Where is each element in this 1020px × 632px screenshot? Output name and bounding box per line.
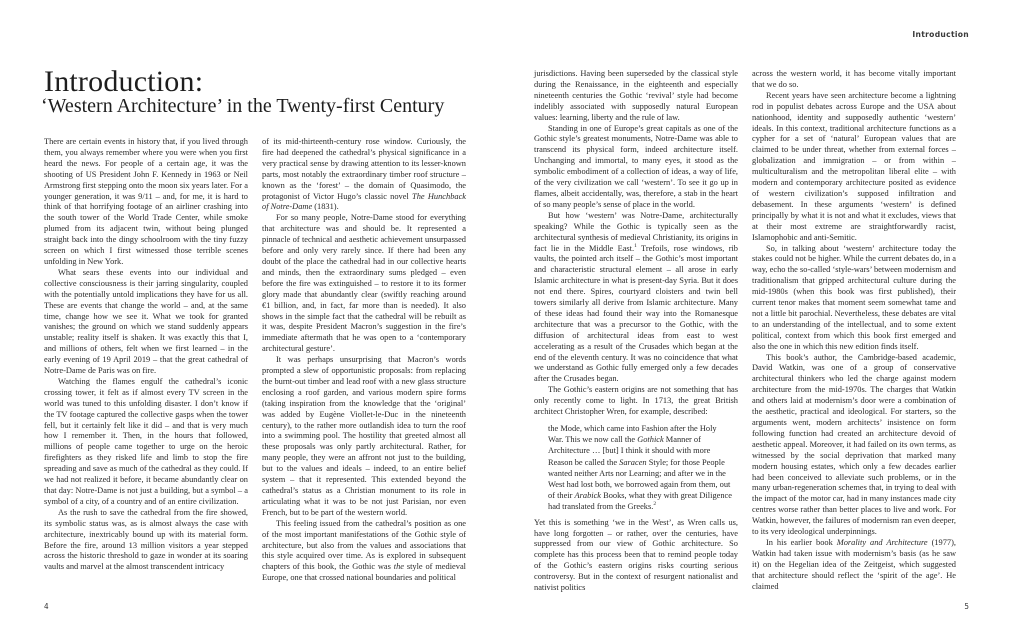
paragraph: As the rush to save the cathedral from the fire showed, its symbolic status was, as is almost always the case with architecture, inextricably bound up with its material form. Before the fire, around 13 million visitors a year stepped across the historic threshold to gaze in wonder at its soaring vaults and marvel at the almost transcendent intricacy: [44, 507, 248, 572]
paragraph: For so many people, Notre-Dame stood for everything that architecture was and should be. It represented a pinnacle of technical and aesthetic achievement unsurpassed before and only very rarely since. If there had been any doubt of the place the cathedral had in our collective hearts and minds, then the extraordinary sums pledged – even before the fire was extinguished – to restore it to its former glory made that abundantly clear (swiftly reaching around €1 billion, and, in fact, far more than is needed). It also shows in the simple fact that the cathedral will be rebuilt as it was, despite President Macron’s suggestion in the fire’s immediate aftermath that he was open to a ‘contemporary architectural gesture’.: [262, 213, 466, 354]
footnote-marker[interactable]: 1: [634, 242, 637, 249]
block-quote: [548, 423, 732, 513]
emphasis: the: [393, 562, 404, 572]
paragraph: [752, 538, 956, 593]
page-number: 4: [44, 602, 49, 611]
paragraph: It was perhaps unsurprising that Macron’s words prompted a slew of opportunistic proposals: from replacing the burnt-out timber and lead roof with a new glass structure enclosing a roof garden, and various modern spire forms (taking inspiration from the knowledge that the ‘original’ was added by Eugène Viollet-le-Duc in the nineteenth century), to the rather more outlandish idea to turn the roof into a swimming pool. The hostility that greeted almost all these proposals was only partly architectural. Rather, for many people, they were an affront not just to the building, but to the values and ideals – indeed, to an entire belief system – that it represented. This extended beyond the cathedral’s status as a Christian monument to its role in articulating what it was to be not just Parisian, nor even French, but to be part of the western world.: [262, 355, 466, 517]
paragraph: What sears these events into our individual and collective consciousness is their jarring singularity, coupled with the potentially untold implications they have for us all. These are events that change the world – and, at the same time, change how we see it. What we took for granted vanishes; the ground on which we stand suddenly appears unstable; reality itself is shaken. It was exactly this that I, and millions of others, felt when we first learned – in the early evening of 19 April 2019 – that the great cathedral of Notre-Dame de Paris was on fire.: [44, 267, 248, 376]
left-page-column-1: [44, 137, 248, 573]
text-run: Trefoils, rose windows, rib vaults, the pointed arch itself – the Gothic’s most important and characteristic structural element – all arose in early Islamic architecture in what is present-day Syria. But it does not end there. Spires, courtyard cloisters and twin bell towers similarly all derive from Islamic architecture. Many of these ideas had found their way into the Romanesque architecture that was a precursor to the Gothic, with the diffusion of architectural ideas from east to west accelerating as a result of the Crusades which began at the end of the eleventh century. It was no coincidence that what we understand as Gothic fully emerged only a few decades after the Crusades began.: [534, 243, 738, 384]
paragraph: Watching the flames engulf the cathedral’s iconic crossing tower, it felt as if almost every TV screen in the world was tuned to this unfolding disaster. I don’t know if the TV footage captured the collective gasps when the tower fell, but it certainly felt like it did – and that is very much how I remember it. Then, in the hours that followed, millions of people came together to urge on the heroic firefighters as they risked life and limb to stop the fire spreading and save as much of the cathedral as they could. If we had not realized it before, it became abundantly clear on that day: Notre-Dame is not just a building, but a symbol – a symbol of a city, of a country and of an entire civilization.: [44, 376, 248, 506]
page-number: 5: [964, 602, 969, 611]
text-run: Style; for those People wanted neither Arts nor Learning; and after we in the West had lost both, we borrowed again from them, out of their: [548, 457, 731, 501]
running-head: Introduction: [912, 30, 969, 39]
text-run: In his earlier book: [766, 537, 837, 547]
text-run: (1831).: [312, 202, 339, 212]
right-page: [510, 0, 1020, 632]
paragraph: The Gothic’s eastern origins are not something that has only recently come to light. In 1713, the great British architect Christopher Wren, for example, described:: [534, 385, 738, 417]
paragraph: Recent years have seen architecture become a lightning rod in populist debates across Europe and the USA about nationhood, identity and supposedly authentic ‘western’ ideals. In this context, traditional architecture functions as a cypher for a set of ‘natural’ European values that are claimed to be under threat, whether from external forces – globalization and immigration – or from within – multiculturalism and the metropolitan liberal elite – with modern and contemporary architecture posited as evidence of western civilization’s supposed infiltration and debasement. In these arguments ‘western’ is defined principally by what it is not and what it excludes, views that at their most extreme are straightforwardly racist, Islamophobic and anti-Semitic.: [752, 90, 956, 242]
paragraph: There are certain events in history that, if you lived through them, you always remember where you were when you first heard the news. For people of a certain age, it was the shooting of US President John F. Kennedy in 1963 or Neil Armstrong first stepping onto the moon six years later. For a younger generation, it was 9/11 – and, for me, it is hard to think of that horrifying footage of an airliner crashing into the south tower of the World Trade Center, while smoke plumed from its adjacent twin, without being plunged straight back into the dingy schoolroom with the tiny fuzzy screen on which I first witnessed those terrible scenes unfolding in New York.: [44, 137, 248, 266]
chapter-subtitle: ‘Western Architecture’ in the Twenty-first Century: [41, 95, 445, 117]
text-run: But how ‘western’ was Notre-Dame, architecturally speaking? While the Gothic is typically seen as the architectural synthesis of medieval Christianity, its origins in fact lie in the Middle East.: [534, 210, 738, 253]
paragraph: [534, 211, 738, 386]
paragraph: across the western world, it has become vitally important that we do so.: [752, 69, 956, 89]
emphasis: Arabick: [574, 491, 602, 501]
text-run: (1977), Watkin had taken issue with modernism’s basis (as he saw it) on the Hegelian idea of the Zeitgeist, which suggested that architecture should reflect the ‘spirit of the age’. He claimed: [752, 537, 956, 591]
emphasis: Gothick: [637, 435, 664, 445]
text-run: Manner of Architecture … [but] I think it should with more Reason be called the: [548, 435, 711, 467]
book-title: Morality and Architecture: [836, 537, 928, 547]
paragraph: Yet this is something ‘we in the West’, as Wren calls us, have long forgotten – or rather, over the centuries, have suppressed from our view of Gothic architecture. So complete has this process been that to remind people today of the Gothic’s eastern origins risks courting serious controversy. But in the context of resurgent nationalist and nativist politics: [534, 517, 738, 593]
paragraph: [262, 519, 466, 584]
text-run: the Mode, which came into Fashion after the Holy War. This we now call the: [548, 424, 717, 445]
text-run: This feeling issued from the cathedral’s position as one of the most important manifestations of the Gothic style of architecture, but also from the values and associations that this style acquired over time. As is explored in subsequent chapters of this book, the Gothic was: [262, 518, 466, 572]
paragraph: So, in talking about ‘western’ architecture today the stakes could not be higher. While the current debates do, in a way, echo the so-called ‘style-wars’ between modernism and traditionalism that gripped architectural culture during the mid-1980s (when this book was first published), their current tenor makes that moment seem somewhat tame and not a little bit parochial. Nevertheless, these debates are vital to an understanding of the intellectual, and to some extent political, context from which this book first emerged and also the one in which this new edition finds itself.: [752, 243, 956, 351]
book-title: The Hunchback of Notre-Dame: [262, 191, 466, 212]
chapter-title: Introduction:: [44, 65, 204, 98]
text-run: of its mid-thirteenth-century rose window. Curiously, the fire had deepened the cathedral’s physical significance in a very practical sense by drawing attention to its lesser-known parts, most notably the extraordinary timber roof structure – known as the ‘forest’ – the domain of Quasimodo, the protagonist of Victor Hugo’s classic novel: [262, 137, 466, 201]
paragraph: This book’s author, the Cambridge-based academic, David Watkin, was one of a group of conservative architectural thinkers who led the charge against modern architecture from the mid-1970s. The charges that Watkin and others laid at modernism’s door were a combination of the aesthetic, practical and ideological. For starters, so the arguments went, modern architects’ insistence on form following function had created an architecture devoid of aesthetic appeal. Moreover, it had failed on its own terms, as witnessed by the social deprivation that marked many modern housing estates, which only a few decades earlier had been conceived to alleviate such problems, or in the many urban-regeneration schemes that, in trying to deal with the impact of the motor car, had in many instances made city centres worse rather than better places to live and work. For Watkin, however, the failures of modernism ran even deeper, to its very ideological underpinnings.: [752, 352, 956, 537]
right-page-column-1: [534, 69, 738, 594]
footnote-marker[interactable]: 2: [653, 501, 657, 508]
text-run: style of medieval Europe, one that crossed national boundaries and political: [262, 562, 466, 583]
paragraph: [262, 137, 466, 213]
right-page-column-2: [752, 69, 956, 593]
text-run: Books, what they with great Diligence had translated from the Greeks.: [548, 491, 732, 512]
left-page-column-2: [262, 137, 466, 584]
paragraph: jurisdictions. Having been superseded by the classical style during the Renaissance, in the eighteenth and especially nineteenth centuries the Gothic ‘revival’ style had become indelibly associated with supposedly natural European values: learning, liberty and the rule of law.: [534, 69, 738, 122]
paragraph: Standing in one of Europe’s great capitals as one of the Gothic style’s greatest monuments, Notre-Dame was able to transcend its physical form, indeed architecture itself. Unchanging and immortal, to many eyes, it stood as the symbolic embodiment of a collection of ideas, a way of life, of the very civilization we call ‘western’. To see it go up in flames, albeit accidentally, was, therefore, a stab in the heart of so many people’s sense of place in the world.: [534, 123, 738, 209]
emphasis: Saracen: [619, 457, 647, 467]
